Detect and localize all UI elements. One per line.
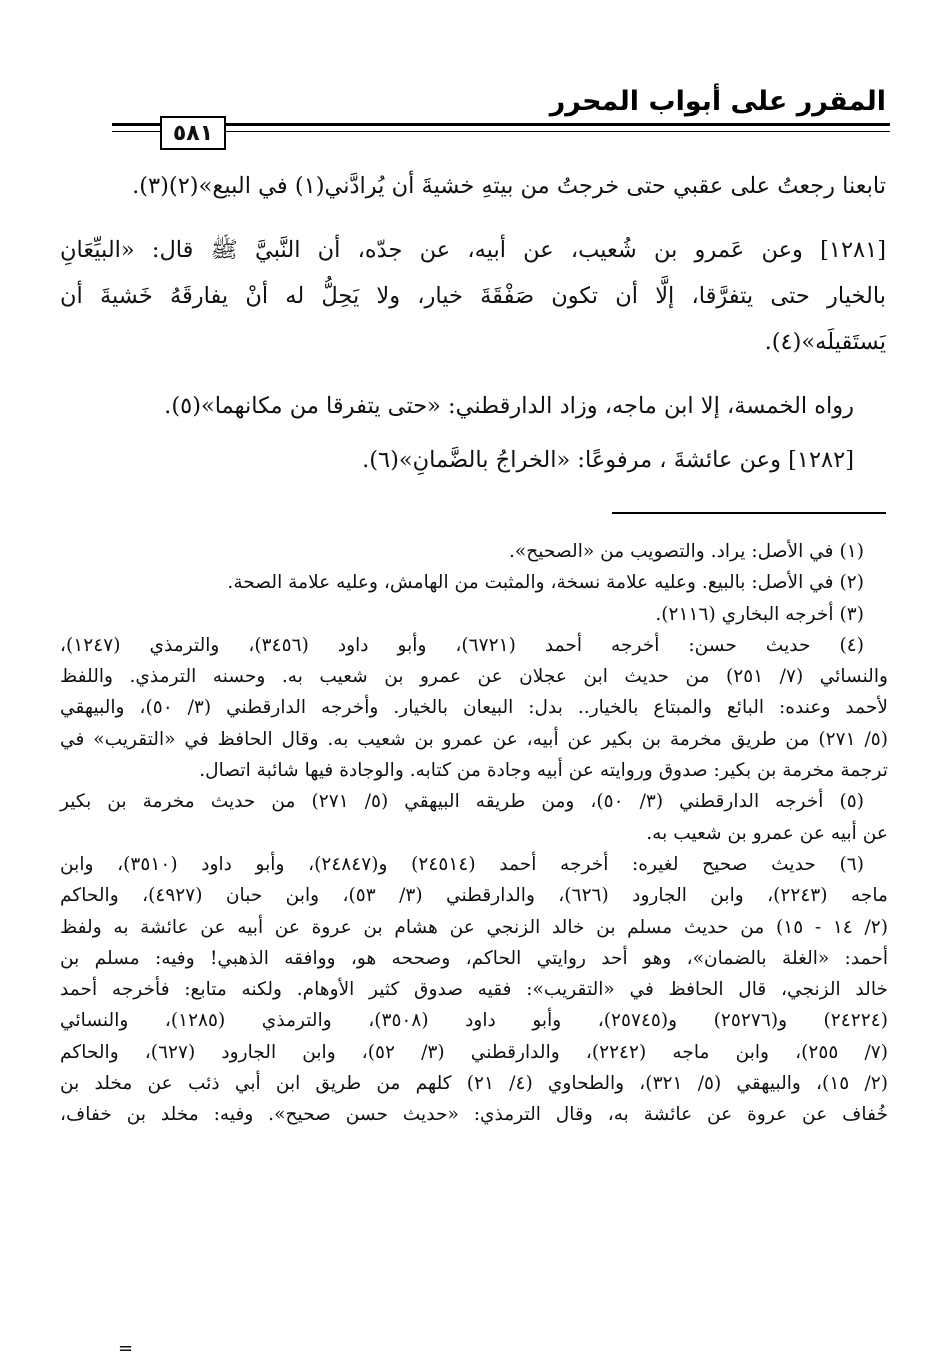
- text-line: بالخيار حتى يتفرَّقا، إلَّا أن تكون صَفْقَةَ خيار، ولا يَحِلُّ له أنْ يفارقَهُ خَشيةَ أن: [60, 283, 886, 309]
- footnote-line: (٥) أخرجه الدارقطني (٣/ ٥٠)، ومن طريقه البيهقي (٥/ ٢٧١) من حديث مخرمة بن بكير: [60, 791, 864, 813]
- footnote-line: لأحمد وعنده: البائع والمبتاع بالخيار.. بدل: البيعان بالخيار. وأخرجه الدارقطني (٣/ ٥٠)، والبيهقي: [60, 697, 888, 719]
- header-rule-top: [112, 123, 890, 126]
- footnote-line: (٥/ ٢٧١) من طريق مخرمة بن بكير عن أبيه، عن عمرو بن شعيب به. وقال الحافظ في «التقريب» في: [60, 728, 888, 750]
- footnote-line: خالد الزنجي، قال الحافظ في «التقريب»: فقيه صدوق كثير الأوهام. ولكنه متابع: فأخرجه أحمد: [60, 979, 888, 1001]
- footnotes: [60, 536, 888, 1131]
- continuation-mark: =: [118, 1338, 134, 1359]
- header-rule-bottom: [112, 131, 890, 132]
- footnote-line: (٢/ ١٤ - ١٥) من حديث مسلم بن خالد الزنجي عن هشام بن عروة عن أبيه عن عائشة به ولفظ: [60, 916, 888, 938]
- footnote-line: ماجه (٢٢٤٣)، وابن الجارود (٦٢٦)، والدارقطني (٣/ ٥٣)، وابن حبان (٤٩٢٧)، والحاكم: [60, 885, 888, 907]
- footnote-line: (٢/ ١٥)، والبيهقي (٥/ ٣٢١)، والطحاوي (٤/ ٢١) كلهم من طريق ابن أبي ذئب عن مخلد بن: [60, 1073, 888, 1095]
- hadith-1281: [60, 228, 886, 364]
- footnote-line: عن أبيه عن عمرو بن شعيب به.: [646, 822, 888, 844]
- text-line: رواه الخمسة، إلا ابن ماجه، وزاد الدارقطني: «حتى يتفرقا من مكانهما»(٥).: [164, 393, 854, 419]
- narration-note: [60, 384, 854, 428]
- text-line: تابعنا رجعتُ على عقبي حتى خرجتُ من بيتهِ خشيةَ أن يُرادَّني(١) في البيع»(٢)(٣).: [132, 173, 886, 199]
- footnote-line: (٦) حديث صحيح لغيره: أخرجه أحمد (٢٤٥١٤) و(٢٤٨٤٧)، وأبو داود (٣٥١٠)، وابن: [60, 853, 865, 875]
- footnote-line: (٣) أخرجه البخاري (٢١١٦).: [655, 603, 864, 625]
- footnote-line: أحمد: «الغلة بالضمان»، وهو أحد روايتي الحاكم، وصححه هو، ووافقه الذهبي! وفيه: مسلم بن: [60, 947, 888, 969]
- footnote-line: (٢٤٢٢٤) و(٢٥٢٧٦) و(٢٥٧٤٥)، وأبو داود (٣٥٠٨)، والترمذي (١٢٨٥)، والنسائي: [60, 1010, 888, 1032]
- footnote-line: والنسائي (٧/ ٢٥١) من حديث ابن عجلان عن عمرو بن شعيب به. وحسنه الترمذي. واللفظ: [60, 666, 888, 688]
- footnote-line: خُفاف عن عروة عن عائشة به، وقال الترمذي: «حديث حسن صحيح». وفيه: مخلد بن خفاف،: [60, 1104, 888, 1126]
- footnote-separator: [612, 512, 886, 514]
- hadith-1282: [60, 438, 854, 482]
- page-number: ٥٨١: [160, 116, 226, 150]
- footnote-line: (٤) حديث حسن: أخرجه أحمد (٦٧٢١)، وأبو داود (٣٤٥٦)، والترمذي (١٢٤٧)،: [60, 634, 864, 656]
- main-text: [60, 164, 886, 208]
- text-line: [١٢٨١] وعن عَمرو بن شُعيب، عن أبيه، عن جدّه، أن النَّبيَّ ﷺ قال: «البيِّعَانِ: [60, 237, 886, 263]
- footnote-line: ترجمة مخرمة بن بكير: صدوق وروايته عن أبيه وجادة من كتابه. والوجادة فيها شائبة اتصال.: [199, 760, 888, 782]
- footnote-line: (٢) في الأصل: بالبيع. وعليه علامة نسخة، والمثبت من الهامش، وعليه علامة الصحة.: [227, 572, 864, 594]
- running-title: المقرر على أبواب المحرر: [549, 86, 886, 117]
- footnote-line: (٧/ ٢٥٥)، وابن ماجه (٢٢٤٢)، والدارقطني (٣/ ٥٢)، وابن الجارود (٦٢٧)، والحاكم: [60, 1041, 889, 1063]
- footnote-line: (١) في الأصل: يراد. والتصويب من «الصحيح».: [509, 541, 864, 562]
- text-line: يَستَقيلَه»(٤).: [764, 329, 886, 355]
- text-line: [١٢٨٢] وعن عائشةَ ، مرفوعًا: «الخراجُ بالضَّمانِ»(٦).: [362, 447, 854, 473]
